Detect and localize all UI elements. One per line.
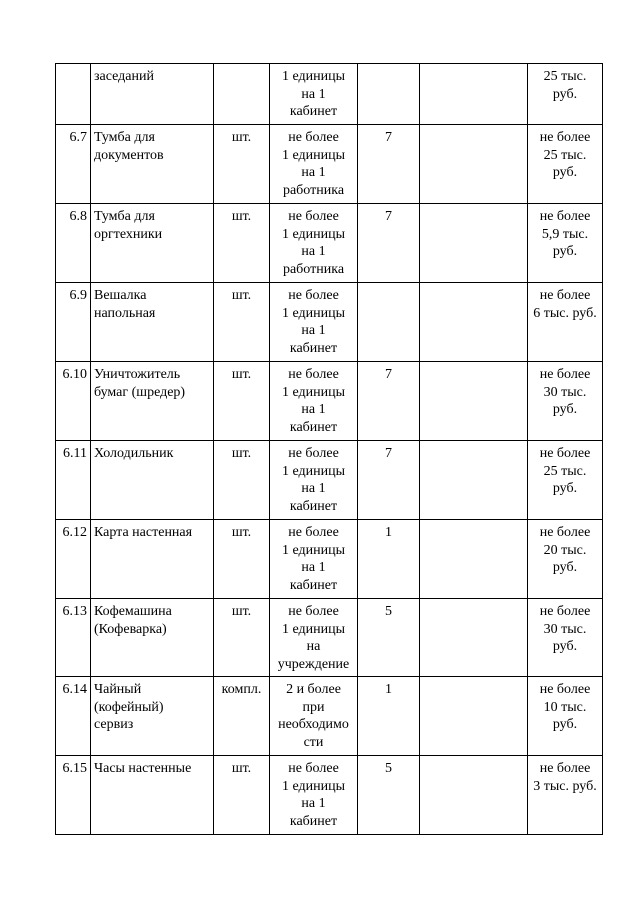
item-unit: шт. [214,441,270,520]
empty-cell [420,520,528,599]
row-number: 6.11 [56,441,91,520]
row-number [56,64,91,125]
table-row [56,677,603,756]
item-quantity: 5 [358,599,420,677]
items-table [55,63,603,835]
item-unit: шт. [214,283,270,362]
empty-cell [420,599,528,677]
table-row [56,64,603,125]
empty-cell [420,677,528,756]
table-row [56,204,603,283]
empty-cell [420,204,528,283]
item-quantity [358,64,420,125]
table-row [56,362,603,441]
item-price: не более 6 тыс. руб. [528,283,603,362]
item-quantity: 7 [358,125,420,204]
empty-cell [420,64,528,125]
row-number: 6.10 [56,362,91,441]
item-norm: не более 1 единицы на 1 кабинет [270,520,358,599]
item-norm: 1 единицы на 1 кабинет [270,64,358,125]
item-quantity [358,283,420,362]
row-number: 6.7 [56,125,91,204]
item-price: не более 20 тыс. руб. [528,520,603,599]
table-row [56,599,603,677]
item-name: Холодильник [91,441,214,520]
item-norm: не более 1 единицы на 1 работника [270,125,358,204]
empty-cell [420,441,528,520]
row-number: 6.9 [56,283,91,362]
item-unit: шт. [214,204,270,283]
item-name: Часы настенные [91,756,214,835]
item-price: не более 3 тыс. руб. [528,756,603,835]
row-number: 6.14 [56,677,91,756]
item-quantity: 5 [358,756,420,835]
item-quantity: 7 [358,441,420,520]
item-quantity: 7 [358,362,420,441]
item-norm: не более 1 единицы на 1 работника [270,204,358,283]
item-norm: не более 1 единицы на 1 кабинет [270,362,358,441]
item-name: Карта настенная [91,520,214,599]
table-row [56,520,603,599]
item-price: не более 25 тыс. руб. [528,441,603,520]
item-price: 25 тыс. руб. [528,64,603,125]
item-quantity: 1 [358,520,420,599]
item-norm: не более 1 единицы на 1 кабинет [270,756,358,835]
item-price: не более 30 тыс. руб. [528,599,603,677]
item-unit: шт. [214,599,270,677]
item-price: не более 25 тыс. руб. [528,125,603,204]
item-quantity: 1 [358,677,420,756]
item-quantity: 7 [358,204,420,283]
item-name: Тумба для оргтехники [91,204,214,283]
item-unit [214,64,270,125]
item-name: Чайный (кофейный) сервиз [91,677,214,756]
item-norm: не более 1 единицы на 1 кабинет [270,283,358,362]
empty-cell [420,283,528,362]
item-unit: шт. [214,125,270,204]
item-name: Тумба для документов [91,125,214,204]
item-price: не более 5,9 тыс. руб. [528,204,603,283]
item-norm: 2 и более при необходимо сти [270,677,358,756]
row-number: 6.13 [56,599,91,677]
empty-cell [420,362,528,441]
row-number: 6.15 [56,756,91,835]
item-norm: не более 1 единицы на учреждение [270,599,358,677]
item-norm: не более 1 единицы на 1 кабинет [270,441,358,520]
empty-cell [420,756,528,835]
table-row [56,125,603,204]
empty-cell [420,125,528,204]
item-name: Уничтожитель бумаг (шредер) [91,362,214,441]
table-row [56,756,603,835]
item-name: Вешалка напольная [91,283,214,362]
item-price: не более 10 тыс. руб. [528,677,603,756]
table-row [56,441,603,520]
item-unit: шт. [214,756,270,835]
item-unit: шт. [214,362,270,441]
item-price: не более 30 тыс. руб. [528,362,603,441]
item-name: Кофемашина (Кофеварка) [91,599,214,677]
item-unit: компл. [214,677,270,756]
item-unit: шт. [214,520,270,599]
item-name: заседаний [91,64,214,125]
row-number: 6.8 [56,204,91,283]
table-row [56,283,603,362]
row-number: 6.12 [56,520,91,599]
